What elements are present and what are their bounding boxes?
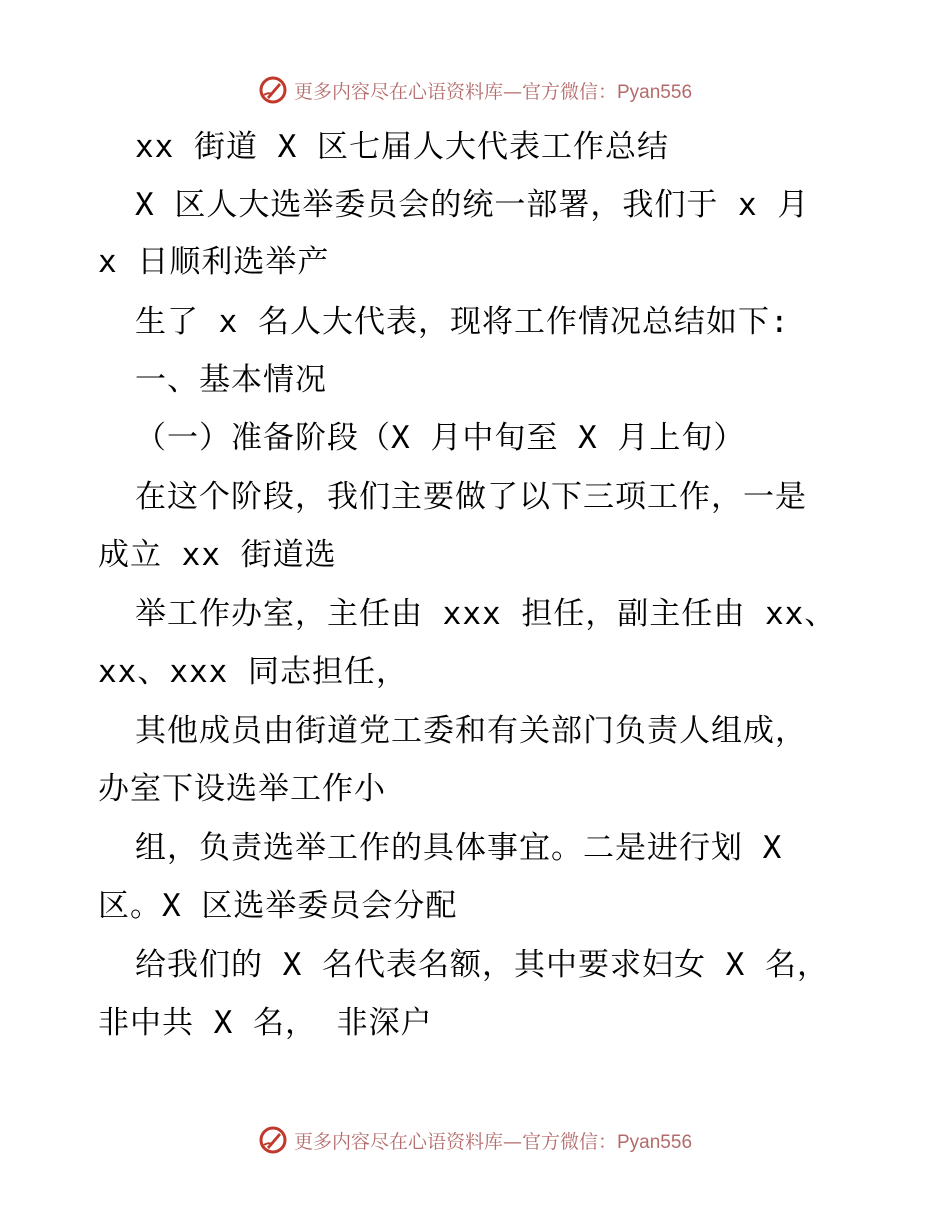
watermark-text: 更多内容尽在心语资料库—官方微信：Pyan556 [293, 1130, 693, 1153]
section-heading: 一、基本情况 [135, 362, 327, 398]
watermark-text: 更多内容尽在心语资料库—官方微信：Pyan556 [293, 80, 693, 103]
paragraph-line: X 区人大选举委员会的统一部署，我们于 x 月 [135, 187, 810, 223]
wechat-id: Pyan556 [617, 1131, 693, 1153]
quill-logo-icon [258, 1125, 288, 1155]
document-title: xx 街道 X 区七届人大代表工作总结 [135, 129, 669, 165]
paragraph-line: 其他成员由街道党工委和有关部门负责人组成， [135, 713, 807, 749]
subsection-heading: （一）准备阶段（X 月中旬至 X 月上旬） [135, 420, 746, 456]
footer-watermark-banner [0, 1120, 950, 1160]
paragraph-line: 办室下设选举工作小 [98, 771, 386, 807]
paragraph-line: 给我们的 X 名代表名额，其中要求妇女 X 名， [135, 947, 829, 983]
paragraph-line: 在这个阶段，我们主要做了以下三项工作，一是 [135, 479, 807, 515]
paragraph-line: 非中共 X 名， 非深户 [98, 1005, 433, 1041]
paragraph-line: 成立 xx 街道选 [98, 537, 337, 573]
paragraph-line: xx、xxx 同志担任， [98, 654, 408, 690]
paragraph-line: 生了 x 名人大代表，现将工作情况总结如下: [135, 304, 790, 340]
wechat-id: Pyan556 [617, 81, 693, 103]
paragraph-line: 举工作办室，主任由 xxx 担任，副主任由 xx、 [135, 596, 837, 632]
paragraph-line: x 日顺利选举产 [98, 244, 330, 280]
paragraph-line: 区。X 区选举委员会分配 [98, 888, 458, 924]
paragraph-line: 组，负责选举工作的具体事宜。二是进行划 X [135, 830, 783, 866]
